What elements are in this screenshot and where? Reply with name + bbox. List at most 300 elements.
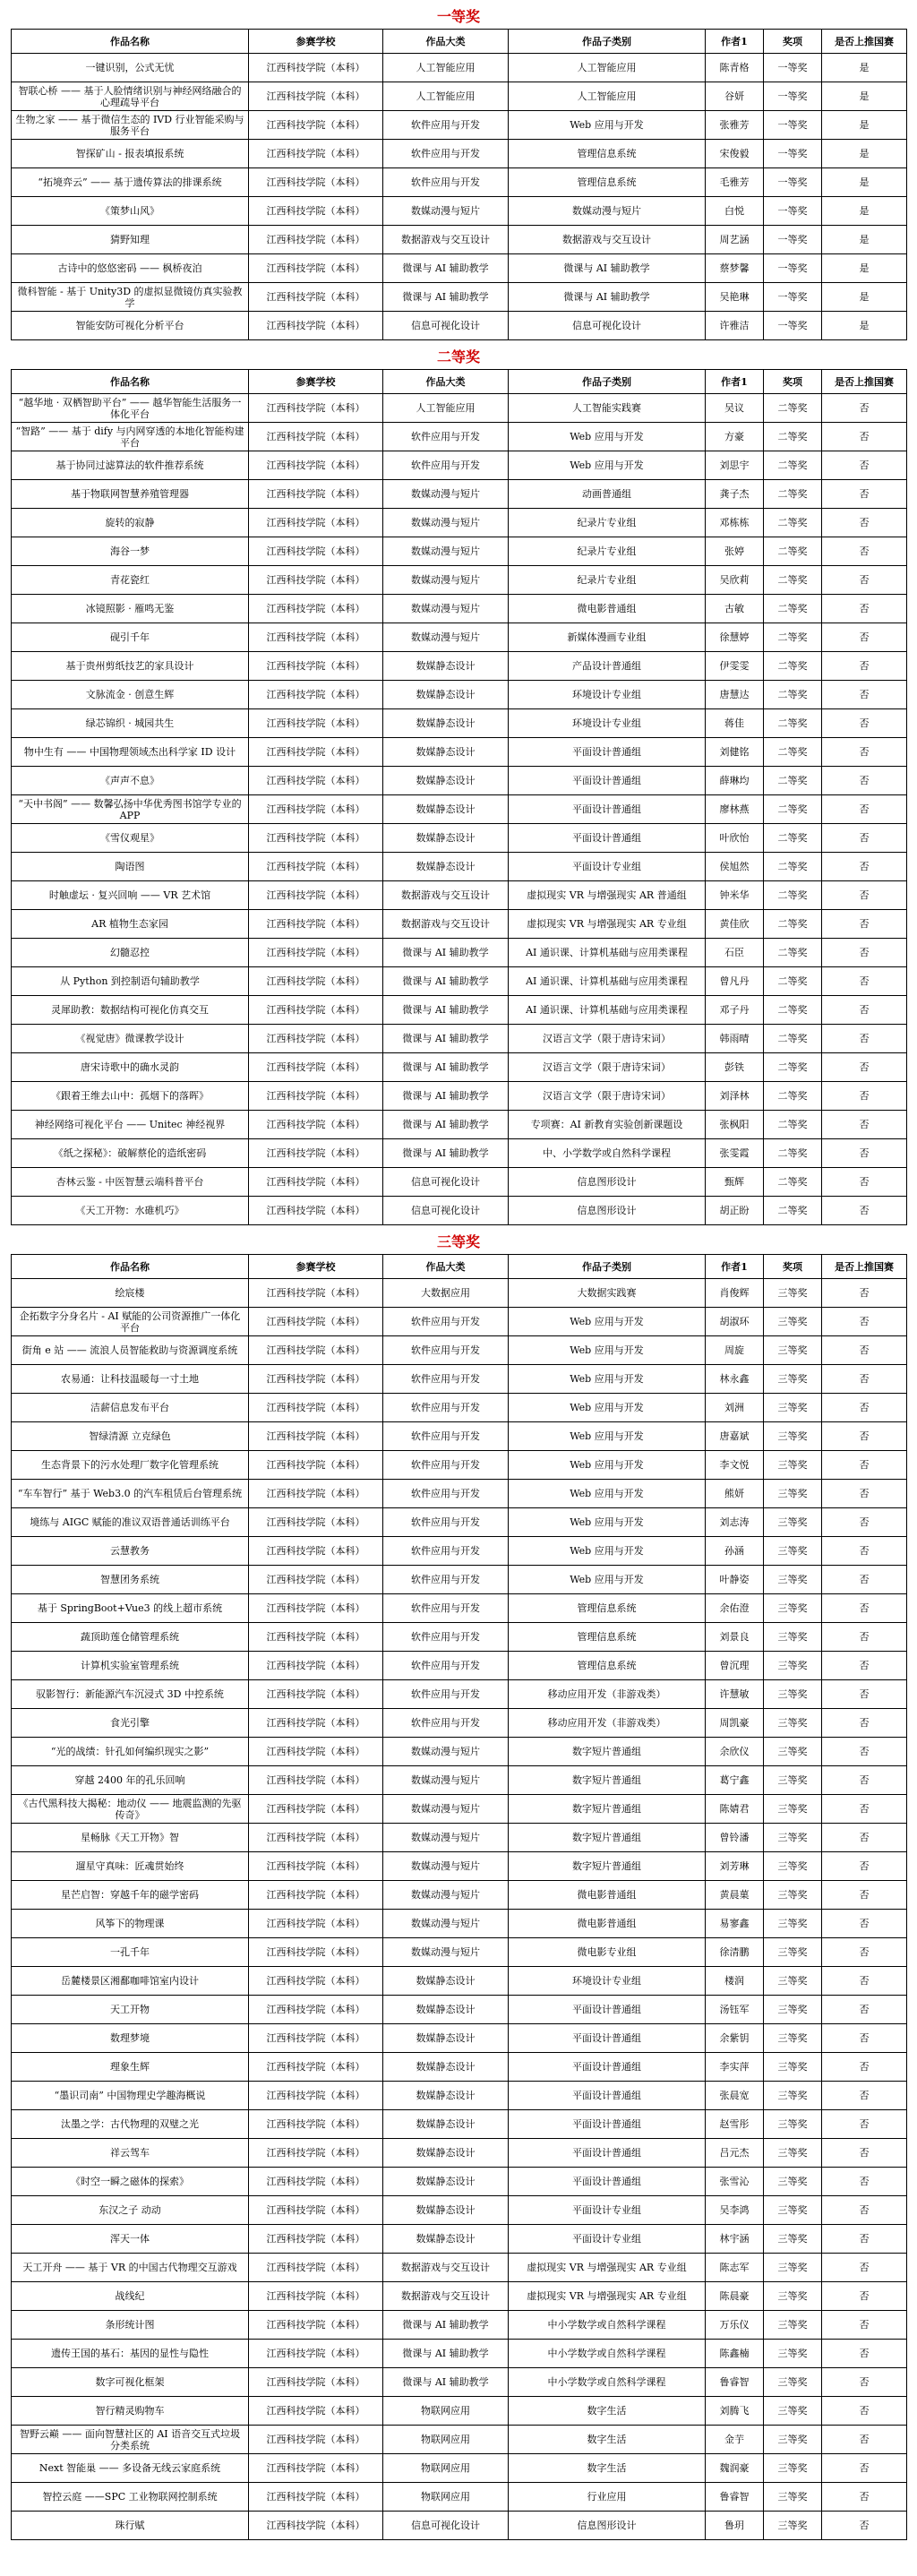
work-name-cell: 街角 e 站 —— 流浪人员智能救助与资源调度系统	[12, 1336, 249, 1365]
award-cell: 三等奖	[764, 2053, 822, 2082]
award-cell: 三等奖	[764, 1709, 822, 1738]
award-cell: 一等奖	[764, 283, 822, 312]
award-cell: 三等奖	[764, 1566, 822, 1594]
national-cell: 否	[822, 1197, 907, 1225]
school-cell: 江西科技学院（本科）	[249, 1082, 383, 1111]
work-name-cell: 《古代黑科技大揭秘：地动仪 —— 地震监测的先驱传奇》	[12, 1795, 249, 1824]
work-name-cell: 浑天一体	[12, 2225, 249, 2254]
category-cell: 物联网应用	[383, 2454, 509, 2483]
category-cell: 信息可视化设计	[383, 2512, 509, 2540]
award-cell: 二等奖	[764, 1111, 822, 1139]
subcategory-cell: 虚拟现实 VR 与增强现实 AR 普通组	[509, 881, 706, 910]
school-cell: 江西科技学院（本科）	[249, 283, 383, 312]
table-row	[12, 1139, 907, 1168]
award-cell: 三等奖	[764, 2225, 822, 2254]
subcategory-cell: 数字生活	[509, 2397, 706, 2426]
table-row	[12, 1594, 907, 1623]
author-cell: 曾沉理	[706, 1652, 764, 1680]
award-cell: 三等奖	[764, 1480, 822, 1508]
table-row	[12, 1881, 907, 1910]
author-cell: 陈鑫楠	[706, 2340, 764, 2368]
school-cell: 江西科技学院（本科）	[249, 1766, 383, 1795]
table-row	[12, 1480, 907, 1508]
national-cell: 是	[822, 283, 907, 312]
header-national: 是否上推国赛	[822, 370, 907, 394]
school-cell: 江西科技学院（本科）	[249, 2139, 383, 2168]
school-cell: 江西科技学院（本科）	[249, 1168, 383, 1197]
category-cell: 人工智能应用	[383, 394, 509, 423]
author-cell: 甄辉	[706, 1168, 764, 1197]
author-cell: 林永鑫	[706, 1365, 764, 1394]
work-name-cell: 岳麓楼景区湘鄱咖啡馆室内设计	[12, 1967, 249, 1996]
category-cell: 微课与 AI 辅助教学	[383, 283, 509, 312]
subcategory-cell: Web 应用与开发	[509, 1394, 706, 1422]
category-cell: 信息可视化设计	[383, 1197, 509, 1225]
national-cell: 否	[822, 480, 907, 509]
award-cell: 三等奖	[764, 2368, 822, 2397]
subcategory-cell: 平面设计普通组	[509, 2139, 706, 2168]
category-cell: 软件应用与开发	[383, 1652, 509, 1680]
second-prize-table	[11, 369, 907, 1225]
author-cell: 宋俊毅	[706, 140, 764, 168]
author-cell: 谷妍	[706, 82, 764, 111]
author-cell: 龚子杰	[706, 480, 764, 509]
author-cell: 叶静姿	[706, 1566, 764, 1594]
award-cell: 一等奖	[764, 312, 822, 340]
category-cell: 数媒静态设计	[383, 767, 509, 795]
subcategory-cell: AI 通识课、计算机基础与应用类课程	[509, 939, 706, 967]
school-cell: 江西科技学院（本科）	[249, 1139, 383, 1168]
first-prize-title: 一等奖	[436, 8, 480, 25]
table-row	[12, 1197, 907, 1225]
category-cell: 信息可视化设计	[383, 312, 509, 340]
header-award: 奖项	[764, 370, 822, 394]
author-cell: 蒋佳	[706, 709, 764, 738]
award-cell: 三等奖	[764, 1652, 822, 1680]
national-cell: 是	[822, 140, 907, 168]
table-header-row	[12, 370, 907, 394]
table-row	[12, 2225, 907, 2254]
award-cell: 二等奖	[764, 537, 822, 566]
school-cell: 江西科技学院（本科）	[249, 1938, 383, 1967]
award-cell: 三等奖	[764, 2139, 822, 2168]
school-cell: 江西科技学院（本科）	[249, 480, 383, 509]
category-cell: 微课与 AI 辅助教学	[383, 1139, 509, 1168]
subcategory-cell: 数字短片普通组	[509, 1795, 706, 1824]
category-cell: 数媒动漫与短片	[383, 1766, 509, 1795]
author-cell: 万乐仪	[706, 2311, 764, 2340]
school-cell: 江西科技学院（本科）	[249, 197, 383, 226]
national-cell: 否	[822, 1537, 907, 1566]
category-cell: 数媒静态设计	[383, 2082, 509, 2110]
table-row	[12, 1910, 907, 1938]
table-row	[12, 2426, 907, 2454]
subcategory-cell: 中小学数学或自然科学课程	[509, 2340, 706, 2368]
national-cell: 否	[822, 1738, 907, 1766]
national-cell: 否	[822, 1623, 907, 1652]
national-cell: 否	[822, 652, 907, 681]
table-row	[12, 2397, 907, 2426]
school-cell: 江西科技学院（本科）	[249, 2454, 383, 2483]
award-cell: 二等奖	[764, 767, 822, 795]
award-cell: 三等奖	[764, 2340, 822, 2368]
work-name-cell: 从 Python 到控制语句辅助教学	[12, 967, 249, 996]
award-cell: 三等奖	[764, 1824, 822, 1852]
national-cell: 否	[822, 2340, 907, 2368]
national-cell: 否	[822, 1168, 907, 1197]
table-row	[12, 824, 907, 853]
subcategory-cell: 管理信息系统	[509, 140, 706, 168]
award-cell: 三等奖	[764, 1996, 822, 2024]
award-cell: 三等奖	[764, 2110, 822, 2139]
category-cell: 微课与 AI 辅助教学	[383, 967, 509, 996]
national-cell: 是	[822, 111, 907, 140]
national-cell: 否	[822, 681, 907, 709]
table-row	[12, 1967, 907, 1996]
subcategory-cell: 人工智能应用	[509, 82, 706, 111]
work-name-cell: 唐宋诗歌中的确水灵韵	[12, 1053, 249, 1082]
table-row	[12, 2512, 907, 2540]
school-cell: 江西科技学院（本科）	[249, 254, 383, 283]
national-cell: 否	[822, 1508, 907, 1537]
author-cell: 廖林燕	[706, 795, 764, 824]
award-cell: 三等奖	[764, 1422, 822, 1451]
school-cell: 江西科技学院（本科）	[249, 1508, 383, 1537]
award-cell: 三等奖	[764, 1623, 822, 1652]
subcategory-cell: Web 应用与开发	[509, 111, 706, 140]
work-name-cell: 企拓数字分身名片 - AI 赋能的公司资源推广一体化平台	[12, 1308, 249, 1336]
work-name-cell: 绘宸楼	[12, 1279, 249, 1308]
subcategory-cell: 中小学数学或自然科学课程	[509, 2368, 706, 2397]
category-cell: 数媒静态设计	[383, 709, 509, 738]
work-name-cell: 智绿清源 立克绿色	[12, 1422, 249, 1451]
table-row	[12, 1365, 907, 1394]
table-row	[12, 1537, 907, 1566]
author-cell: 余佑澄	[706, 1594, 764, 1623]
subcategory-cell: 管理信息系统	[509, 1623, 706, 1652]
national-cell: 否	[822, 1053, 907, 1082]
subcategory-cell: 行业应用	[509, 2483, 706, 2512]
work-name-cell: 穿越 2400 年的孔乐回响	[12, 1766, 249, 1795]
award-cell: 二等奖	[764, 595, 822, 623]
school-cell: 江西科技学院（本科）	[249, 967, 383, 996]
award-cell: 二等奖	[764, 1197, 822, 1225]
header-award: 奖项	[764, 1255, 822, 1279]
award-cell: 三等奖	[764, 1594, 822, 1623]
author-cell: 鲁睿智	[706, 2368, 764, 2397]
school-cell: 江西科技学院（本科）	[249, 1680, 383, 1709]
school-cell: 江西科技学院（本科）	[249, 853, 383, 881]
category-cell: 微课与 AI 辅助教学	[383, 2340, 509, 2368]
national-cell: 否	[822, 1111, 907, 1139]
category-cell: 微课与 AI 辅助教学	[383, 254, 509, 283]
category-cell: 数媒动漫与短片	[383, 595, 509, 623]
author-cell: 刘思宇	[706, 451, 764, 480]
award-cell: 一等奖	[764, 54, 822, 82]
work-name-cell: “拓境弈云” —— 基于遗传算法的排课系统	[12, 168, 249, 197]
national-cell: 否	[822, 451, 907, 480]
work-name-cell: 数字可视化框架	[12, 2368, 249, 2397]
national-cell: 否	[822, 2082, 907, 2110]
author-cell: 许雅洁	[706, 312, 764, 340]
header-category: 作品大类	[383, 30, 509, 54]
award-cell: 一等奖	[764, 82, 822, 111]
header-award: 奖项	[764, 30, 822, 54]
author-cell: 周艺涵	[706, 226, 764, 254]
school-cell: 江西科技学院（本科）	[249, 1824, 383, 1852]
school-cell: 江西科技学院（本科）	[249, 2168, 383, 2196]
work-name-cell: “天中书阁” —— 数馨弘扬中华优秀图书馆学专业的 APP	[12, 795, 249, 824]
author-cell: 侯旭然	[706, 853, 764, 881]
table-header-row	[12, 1255, 907, 1279]
award-cell: 一等奖	[764, 226, 822, 254]
category-cell: 信息可视化设计	[383, 1168, 509, 1197]
subcategory-cell: Web 应用与开发	[509, 451, 706, 480]
award-cell: 三等奖	[764, 1394, 822, 1422]
category-cell: 数媒静态设计	[383, 2196, 509, 2225]
author-cell: 白悦	[706, 197, 764, 226]
category-cell: 数据游戏与交互设计	[383, 226, 509, 254]
author-cell: 肖俊辉	[706, 1279, 764, 1308]
subcategory-cell: 数字短片普通组	[509, 1852, 706, 1881]
national-cell: 否	[822, 1852, 907, 1881]
author-cell: 唐慧达	[706, 681, 764, 709]
national-cell: 否	[822, 1451, 907, 1480]
subcategory-cell: 虚拟现实 VR 与增强现实 AR 专业组	[509, 2254, 706, 2282]
subcategory-cell: 平面设计普通组	[509, 767, 706, 795]
work-name-cell: 农易通：让科技温暖每一寸土地	[12, 1365, 249, 1394]
subcategory-cell: 平面设计普通组	[509, 795, 706, 824]
work-name-cell: 天工开舟 —— 基于 VR 的中国古代物理交互游戏	[12, 2254, 249, 2282]
work-name-cell: 星芒启智：穿越千年的磁学密码	[12, 1881, 249, 1910]
header-national: 是否上推国赛	[822, 30, 907, 54]
national-cell: 否	[822, 795, 907, 824]
subcategory-cell: 汉语言文学（限于唐诗宋词）	[509, 1053, 706, 1082]
work-name-cell: Next 智能巢 —— 多设备无线云家庭系统	[12, 2454, 249, 2483]
table-row	[12, 509, 907, 537]
table-row	[12, 1053, 907, 1082]
author-cell: 陈婧君	[706, 1795, 764, 1824]
school-cell: 江西科技学院（本科）	[249, 1910, 383, 1938]
national-cell: 否	[822, 1279, 907, 1308]
author-cell: 邓子丹	[706, 996, 764, 1025]
school-cell: 江西科技学院（本科）	[249, 1025, 383, 1053]
work-name-cell: 砚引千年	[12, 623, 249, 652]
work-name-cell: 云慧教务	[12, 1537, 249, 1566]
subcategory-cell: Web 应用与开发	[509, 1365, 706, 1394]
category-cell: 数媒静态设计	[383, 2139, 509, 2168]
work-name-cell: “智路” —— 基于 dify 与内网穿透的本地化智能构建平台	[12, 423, 249, 451]
work-name-cell: 《雪仪观星》	[12, 824, 249, 853]
category-cell: 数媒动漫与短片	[383, 1795, 509, 1824]
category-cell: 数媒动漫与短片	[383, 1881, 509, 1910]
subcategory-cell: 虚拟现实 VR 与增强现实 AR 专业组	[509, 2282, 706, 2311]
author-cell: 易寥鑫	[706, 1910, 764, 1938]
school-cell: 江西科技学院（本科）	[249, 681, 383, 709]
school-cell: 江西科技学院（本科）	[249, 652, 383, 681]
table-row	[12, 1938, 907, 1967]
subcategory-cell: 平面设计普通组	[509, 738, 706, 767]
table-row	[12, 111, 907, 140]
work-name-cell: 《视觉唐》微课教学设计	[12, 1025, 249, 1053]
school-cell: 江西科技学院（本科）	[249, 738, 383, 767]
table-row	[12, 2454, 907, 2483]
table-row	[12, 1394, 907, 1422]
author-cell: 吴艳琳	[706, 283, 764, 312]
table-row	[12, 1279, 907, 1308]
national-cell: 否	[822, 1652, 907, 1680]
category-cell: 数媒静态设计	[383, 2110, 509, 2139]
school-cell: 江西科技学院（本科）	[249, 1623, 383, 1652]
national-cell: 是	[822, 226, 907, 254]
work-name-cell: 驭影智行：新能源汽车沉浸式 3D 中控系统	[12, 1680, 249, 1709]
school-cell: 江西科技学院（本科）	[249, 1197, 383, 1225]
category-cell: 数媒静态设计	[383, 1996, 509, 2024]
subcategory-cell: 环境设计专业组	[509, 681, 706, 709]
category-cell: 数媒动漫与短片	[383, 623, 509, 652]
work-name-cell: 冰镜照影 · 雁鸣无鉴	[12, 595, 249, 623]
award-cell: 三等奖	[764, 2024, 822, 2053]
subcategory-cell: 管理信息系统	[509, 1594, 706, 1623]
subcategory-cell: 平面设计专业组	[509, 853, 706, 881]
table-row	[12, 1766, 907, 1795]
national-cell: 否	[822, 509, 907, 537]
work-name-cell: 条形统计图	[12, 2311, 249, 2340]
award-cell: 三等奖	[764, 1795, 822, 1824]
national-cell: 否	[822, 881, 907, 910]
category-cell: 软件应用与开发	[383, 423, 509, 451]
award-cell: 一等奖	[764, 197, 822, 226]
work-name-cell: 时触虚坛 · 复兴回响 —— VR 艺术馆	[12, 881, 249, 910]
subcategory-cell: 虚拟现实 VR 与增强现实 AR 专业组	[509, 910, 706, 939]
national-cell: 否	[822, 767, 907, 795]
author-cell: 吕元杰	[706, 2139, 764, 2168]
school-cell: 江西科技学院（本科）	[249, 1652, 383, 1680]
subcategory-cell: 微电影普通组	[509, 595, 706, 623]
category-cell: 软件应用与开发	[383, 1508, 509, 1537]
award-cell: 二等奖	[764, 1025, 822, 1053]
school-cell: 江西科技学院（本科）	[249, 824, 383, 853]
national-cell: 否	[822, 1308, 907, 1336]
award-cell: 二等奖	[764, 795, 822, 824]
category-cell: 软件应用与开发	[383, 1451, 509, 1480]
work-name-cell: 智探矿山 - 报表填报系统	[12, 140, 249, 168]
category-cell: 软件应用与开发	[383, 1709, 509, 1738]
work-name-cell: 一键识别，公式无忧	[12, 54, 249, 82]
author-cell: 张雅芳	[706, 111, 764, 140]
school-cell: 江西科技学院（本科）	[249, 1451, 383, 1480]
category-cell: 人工智能应用	[383, 54, 509, 82]
national-cell: 否	[822, 2368, 907, 2397]
subcategory-cell: Web 应用与开发	[509, 1537, 706, 1566]
award-cell: 三等奖	[764, 1365, 822, 1394]
award-cell: 三等奖	[764, 2254, 822, 2282]
category-cell: 软件应用与开发	[383, 1308, 509, 1336]
national-cell: 否	[822, 2454, 907, 2483]
work-name-cell: 《策梦山风》	[12, 197, 249, 226]
author-cell: 刘洲	[706, 1394, 764, 1422]
national-cell: 否	[822, 2110, 907, 2139]
subcategory-cell: 信息图形设计	[509, 1197, 706, 1225]
subcategory-cell: 数字生活	[509, 2454, 706, 2483]
subcategory-cell: 微电影普通组	[509, 1881, 706, 1910]
subcategory-cell: 微课与 AI 辅助教学	[509, 254, 706, 283]
category-cell: 数媒静态设计	[383, 795, 509, 824]
table-row	[12, 2024, 907, 2053]
author-cell: 薛琳均	[706, 767, 764, 795]
work-name-cell: 陶语图	[12, 853, 249, 881]
table-row	[12, 767, 907, 795]
school-cell: 江西科技学院（本科）	[249, 2053, 383, 2082]
table-row	[12, 1111, 907, 1139]
award-cell: 三等奖	[764, 2483, 822, 2512]
award-cell: 三等奖	[764, 1910, 822, 1938]
first-prize-table	[11, 29, 907, 340]
table-row	[12, 254, 907, 283]
award-document	[11, 0, 906, 2551]
category-cell: 软件应用与开发	[383, 1365, 509, 1394]
category-cell: 数媒静态设计	[383, 853, 509, 881]
award-cell: 三等奖	[764, 2282, 822, 2311]
work-name-cell: 祥云驾车	[12, 2139, 249, 2168]
school-cell: 江西科技学院（本科）	[249, 1881, 383, 1910]
table-row	[12, 283, 907, 312]
header-subcategory: 作品子类别	[509, 30, 706, 54]
award-cell: 一等奖	[764, 168, 822, 197]
subcategory-cell: 汉语言文学（限于唐诗宋词）	[509, 1025, 706, 1053]
author-cell: 刘泽林	[706, 1082, 764, 1111]
third-prize-title: 三等奖	[436, 1233, 480, 1250]
national-cell: 否	[822, 2311, 907, 2340]
school-cell: 江西科技学院（本科）	[249, 1795, 383, 1824]
subcategory-cell: 环境设计专业组	[509, 1967, 706, 1996]
subcategory-cell: 平面设计普通组	[509, 2024, 706, 2053]
category-cell: 软件应用与开发	[383, 1537, 509, 1566]
national-cell: 否	[822, 1025, 907, 1053]
category-cell: 数媒动漫与短片	[383, 1910, 509, 1938]
table-row	[12, 1738, 907, 1766]
subcategory-cell: 产品设计普通组	[509, 652, 706, 681]
category-cell: 软件应用与开发	[383, 111, 509, 140]
work-name-cell: 数理梦境	[12, 2024, 249, 2053]
national-cell: 是	[822, 54, 907, 82]
header-work-name: 作品名称	[12, 1255, 249, 1279]
category-cell: 微课与 AI 辅助教学	[383, 1111, 509, 1139]
award-cell: 三等奖	[764, 1738, 822, 1766]
work-name-cell: 智行精灵购物车	[12, 2397, 249, 2426]
award-cell: 三等奖	[764, 1852, 822, 1881]
header-school: 参赛学校	[249, 1255, 383, 1279]
award-cell: 二等奖	[764, 824, 822, 853]
award-cell: 三等奖	[764, 1336, 822, 1365]
table-row	[12, 1508, 907, 1537]
work-name-cell: 基于协同过滤算法的软件推荐系统	[12, 451, 249, 480]
national-cell: 是	[822, 168, 907, 197]
subcategory-cell: AI 通识课、计算机基础与应用类课程	[509, 996, 706, 1025]
work-name-cell: 《时空一瞬之磁体的探索》	[12, 2168, 249, 2196]
table-row	[12, 2254, 907, 2282]
school-cell: 江西科技学院（本科）	[249, 1852, 383, 1881]
award-cell: 二等奖	[764, 1082, 822, 1111]
category-cell: 数据游戏与交互设计	[383, 881, 509, 910]
table-row	[12, 226, 907, 254]
national-cell: 否	[822, 423, 907, 451]
subcategory-cell: 平面设计普通组	[509, 2168, 706, 2196]
table-row	[12, 681, 907, 709]
national-cell: 是	[822, 254, 907, 283]
work-name-cell: 一孔千年	[12, 1938, 249, 1967]
subcategory-cell: 平面设计专业组	[509, 2225, 706, 2254]
